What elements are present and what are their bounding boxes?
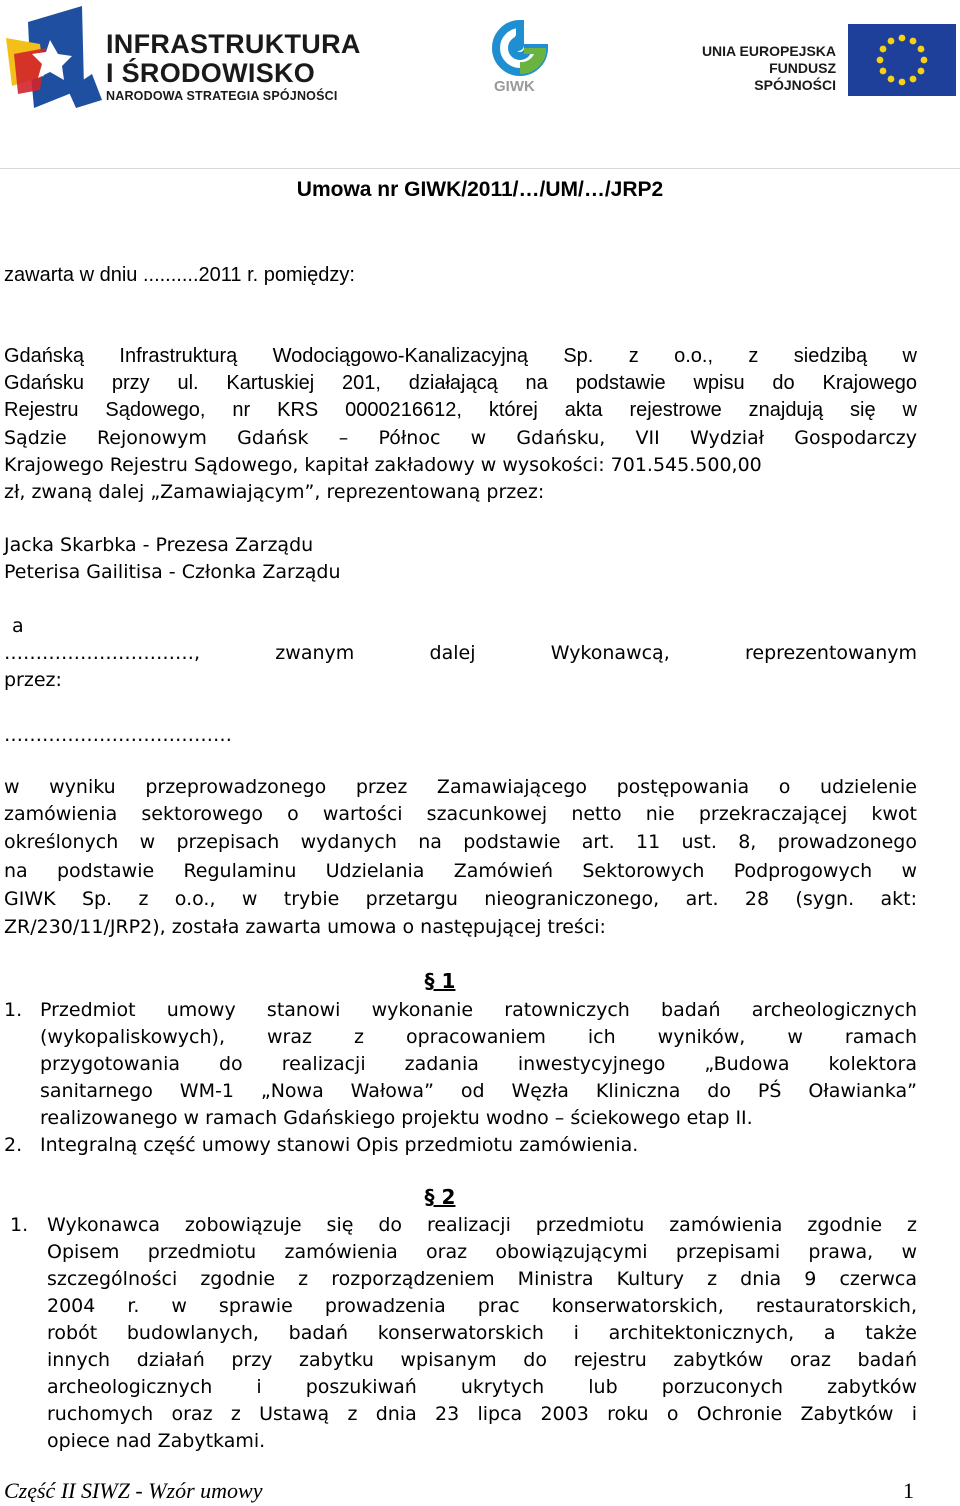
- conjunction-a: a: [12, 615, 24, 637]
- result-line: określonych w przepisach wydanych na podstawie art. 11 ust. 8, prowadzonego: [4, 831, 917, 853]
- representative-line: Peterisa Gailitisa - Członka Zarządu: [4, 561, 341, 583]
- contractor-placeholder: ………………………………: [4, 724, 232, 746]
- party1-line: Gdańską Infrastrukturą Wodociągowo-Kanalizacyjną Sp. z o.o., z siedzibą w: [4, 345, 917, 367]
- list-item-line: Wykonawca zobowiązuje się do realizacji przedmiotu zamówienia zgodnie z: [47, 1214, 917, 1236]
- list-item-line: Integralną część umowy stanowi Opis przedmiotu zamówienia.: [40, 1134, 639, 1156]
- page-number: 1: [903, 1478, 914, 1503]
- party1-line: Krajowego Rejestru Sądowego, kapitał zakładowy w wysokości: 701.545.500,00: [4, 454, 762, 476]
- list-item-line: (wykopaliskowych), wraz z opracowaniem ich wyników, w ramach: [40, 1026, 917, 1048]
- intro-text: zawarta w dniu ..........2011 r. pomiędzy:: [4, 264, 355, 286]
- section-heading: § 1: [424, 969, 456, 993]
- eu-flag-icon: [848, 24, 956, 101]
- result-line: GIWK Sp. z o.o., w trybie przetargu nieograniczonego, art. 28 (sygn. akt:: [4, 888, 917, 910]
- list-item-line: przygotowania do realizacji zadania inwestycyjnego „Budowa kolektora: [40, 1053, 917, 1075]
- list-item-line: robót budowlanych, badań konserwatorskich i architektonicznych, a także: [47, 1322, 917, 1344]
- list-item-line: realizowanego w ramach Gdańskiego projektu wodno – ściekowego etap II.: [40, 1107, 753, 1129]
- list-number: 2.: [4, 1134, 23, 1156]
- ifs-emblem-icon: [6, 4, 106, 112]
- list-item-line: ruchomych oraz z Ustawą z dnia 23 lipca 2003 roku o Ochronie Zabytków i: [47, 1403, 917, 1425]
- eu-logo-text: UNIA EUROPEJSKA FUNDUSZ SPÓJNOŚCI: [701, 43, 836, 93]
- result-line: w wyniku przeprowadzonego przez Zamawiającego postępowania o udzielenie: [4, 776, 917, 798]
- contractor-line: przez:: [4, 669, 62, 691]
- party1-line: zł, zwaną dalej „Zamawiającym”, reprezentowaną przez:: [4, 481, 545, 503]
- ifs-logo-title: INFRASTRUKTURA I ŚRODOWISKO: [106, 29, 361, 88]
- giwk-logo-label: GIWK: [494, 78, 535, 95]
- result-line: ZR/230/11/JRP2), została zawarta umowa o następującej treści:: [4, 916, 606, 938]
- result-line: na podstawie Regulaminu Udzielania Zamówień Sektorowych Podprogowych w: [4, 860, 917, 882]
- party1-line: Sądzie Rejonowym Gdańsk – Północ w Gdańsku, VII Wydział Gospodarczy: [4, 427, 917, 449]
- result-line: zamówienia sektorowego o wartości szacunkowej netto nie przekraczającej kwot: [4, 803, 917, 825]
- party1-line: Rejestru Sądowego, nr KRS 0000216612, której akta rejestrowe znajdują się w: [4, 399, 917, 421]
- list-number: 1.: [4, 999, 23, 1021]
- list-item-line: innych działań przy zabytku wpisanym do rejestru zabytków oraz badań: [47, 1349, 917, 1371]
- list-item-line: sanitarnego WM-1 „Nowa Wałowa” od Węzła Kliniczna do PŚ Oławianka”: [40, 1080, 917, 1102]
- list-item-line: Przedmiot umowy stanowi wykonanie ratowniczych badań archeologicznych: [40, 999, 917, 1021]
- representative-line: Jacka Skarbka - Prezesa Zarządu: [4, 534, 314, 556]
- list-item-line: Opisem przedmiotu zamówienia oraz obowiązującymi przepisami prawa, w: [47, 1241, 917, 1263]
- list-number: 1.: [10, 1214, 29, 1236]
- list-item-line: 2004 r. w sprawie prowadzenia prac konserwatorskich, restauratorskich,: [47, 1295, 917, 1317]
- section-heading: § 2: [424, 1185, 456, 1209]
- contract-title: Umowa nr GIWK/2011/…/UM/…/JRP2: [296, 178, 664, 201]
- footer-document-label: Część II SIWZ - Wzór umowy: [4, 1478, 263, 1503]
- list-item-line: szczególności zgodnie z rozporządzeniem Ministra Kultury z dnia 9 czerwca: [47, 1268, 917, 1290]
- ifs-logo-tagline: NARODOWA STRATEGIA SPÓJNOŚCI: [106, 89, 338, 103]
- header-divider: [0, 168, 960, 169]
- list-item-line: archeologicznych i poszukiwań ukrytych lub porzuconych zabytków: [47, 1376, 917, 1398]
- giwk-emblem-icon: [488, 18, 552, 78]
- party1-line: Gdańsku przy ul. Kartuskiej 201, działającą na podstawie wpisu do Krajowego: [4, 372, 917, 394]
- list-item-line: opiece nad Zabytkami.: [47, 1430, 266, 1452]
- contractor-line: …………………………, zwanym dalej Wykonawcą, reprezentowanym: [4, 642, 917, 664]
